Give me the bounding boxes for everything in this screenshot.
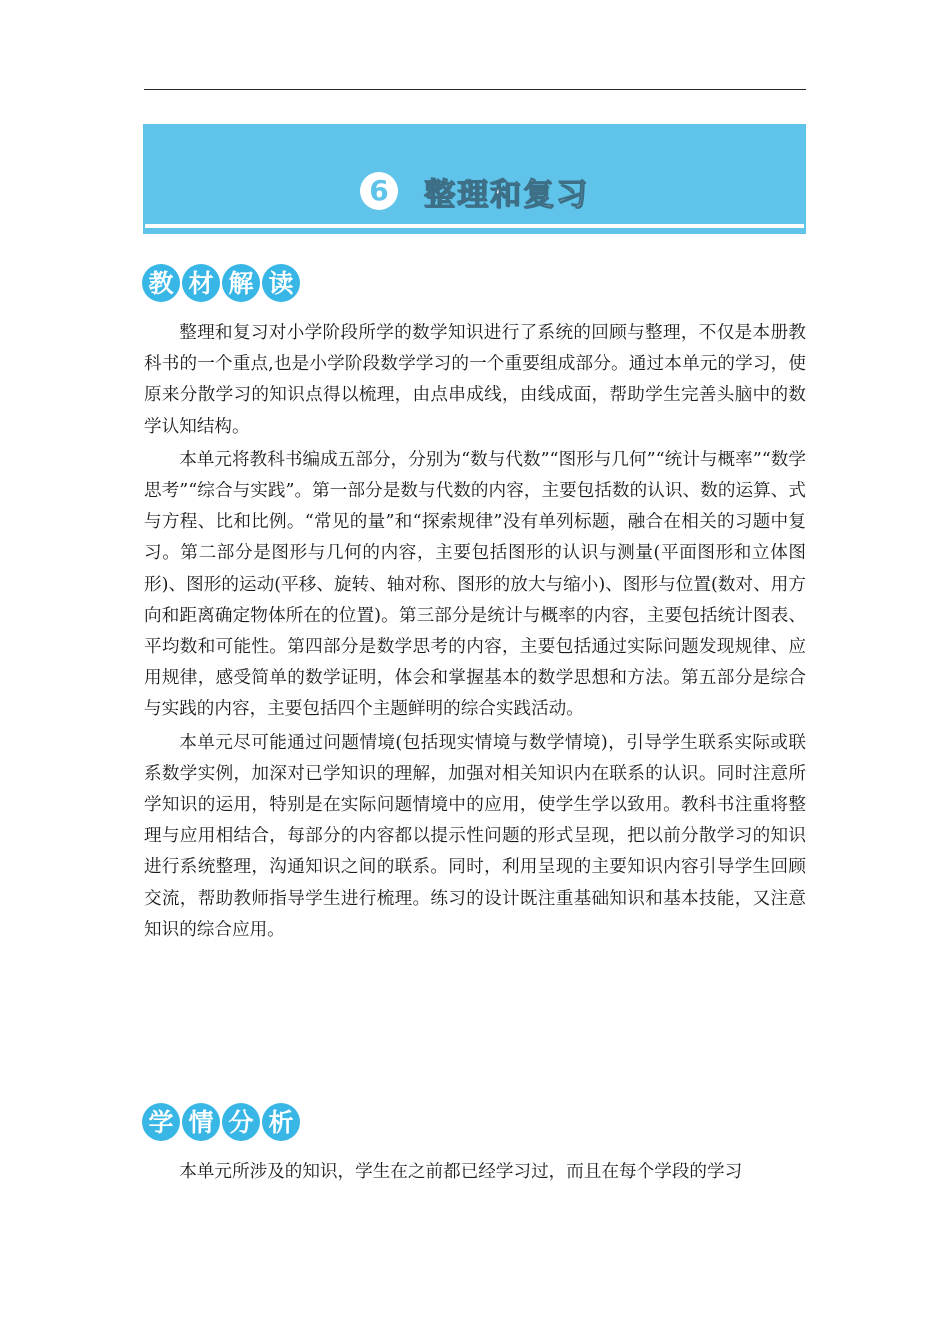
paragraph: 本单元尽可能通过问题情境(包括现实情境与数学情境)，引导学生联系实际或联系数学实例，加深对已学知识的理解，加强对相关知识内在联系的认识。同时注意所学知识的运用，特别是在实际问题情境中的应用，使学生学以致用。教科书注重将整理与应用相结合，每部分的内容都以提示性问题的形式呈现，把以前分散学习的知识进行系统整理，沟通知识之间的联系。同时，利用呈现的主要知识内容引导学生回顾交流，帮助教师指导学生进行梳理。练习的设计既注重基础知识和基本技能，又注意知识的综合应用。 <box>144 732 806 940</box>
header-rule <box>144 89 806 90</box>
chapter-banner-underline <box>143 228 806 234</box>
section-heading-char: 读 <box>262 264 300 302</box>
section-heading-char: 材 <box>182 264 220 302</box>
section-heading-char: 解 <box>222 264 260 302</box>
chapter-title-group <box>143 124 806 224</box>
section-heading-char: 教 <box>142 264 180 302</box>
paragraph: 本单元将教科书编成五部分，分别为“数与代数”“图形与几何”“统计与概率”“数学思考”“综合与实践”。第一部分是数与代数的内容，主要包括数的认识、数的运算、式与方程、比和比例。“常见的量”和“探索规律”没有单列标题，融合在相关的习题中复习。第二部分是图形与几何的内容，主要包括图形的认识与测量(平面图形和立体图形)、图形的运动(平移、旋转、轴对称、图形的放大与缩小)、图形与位置(数对、用方向和距离确定物体所在的位置)。第三部分是统计与概率的内容，主要包括统计图表、平均数和可能性。第四部分是数学思考的内容，主要包括通过实际问题发现规律、应用规律，感受简单的数学证明，体会和掌握基本的数学思想和方法。第五部分是综合与实践的内容，主要包括四个主题鲜明的综合实践活动。 <box>144 449 806 720</box>
section-heading-learner-analysis <box>142 1103 300 1141</box>
section-heading-char: 情 <box>182 1103 220 1141</box>
section-heading-char: 析 <box>262 1103 300 1141</box>
paragraph: 本单元所涉及的知识，学生在之前都已经学习过，而且在每个学段的学习 <box>179 1162 743 1182</box>
section-heading-char: 分 <box>222 1103 260 1141</box>
paragraph: 整理和复习对小学阶段所学的数学知识进行了系统的回顾与整理，不仅是本册教科书的一个重点,也是小学阶段数学学习的一个重要组成部分。通过本单元的学习，使原来分散学习的知识点得以梳理，由点串成线，由线成面，帮助学生完善头脑中的数学认知结构。 <box>144 323 806 437</box>
chapter-title: 整理和复习 <box>424 176 589 213</box>
chapter-banner <box>143 124 806 224</box>
section-body-textbook-reading <box>144 318 806 948</box>
section-heading-textbook-reading <box>142 264 300 302</box>
section-heading-char: 学 <box>142 1103 180 1141</box>
section-body-learner-analysis <box>144 1157 806 1190</box>
chapter-number-badge: 6 <box>360 172 398 210</box>
